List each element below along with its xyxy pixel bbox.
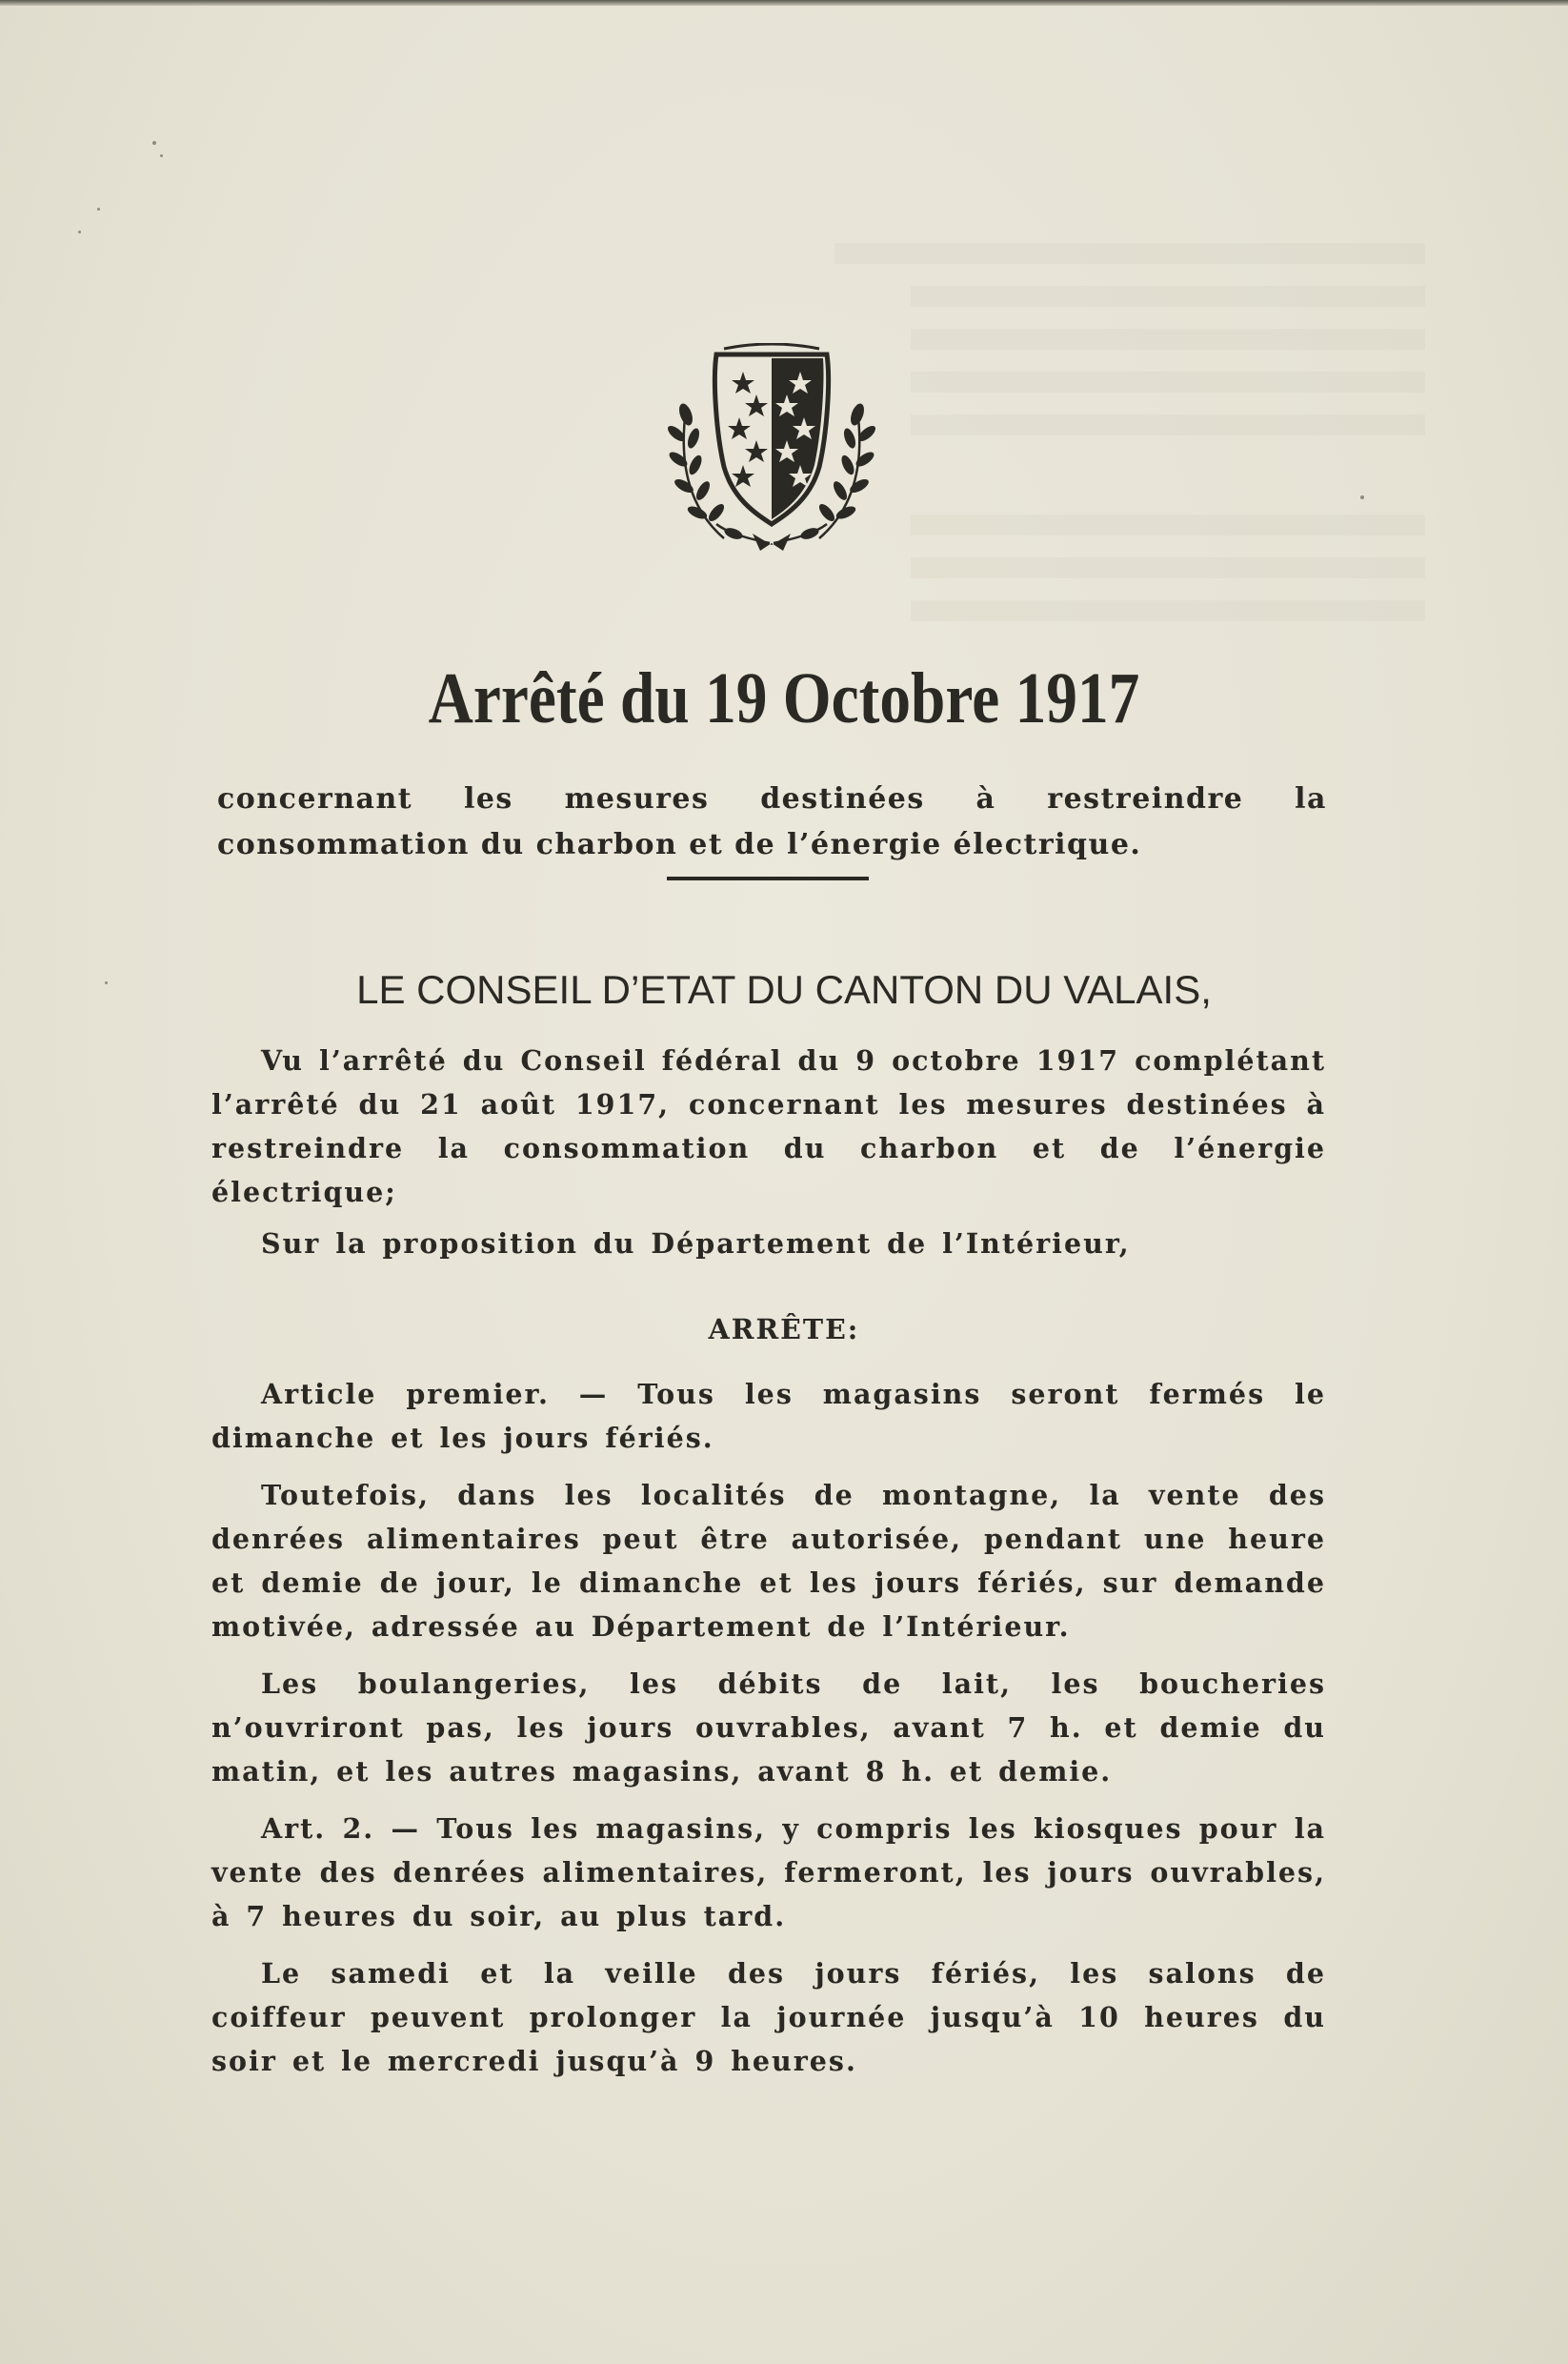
article-paragraph: Article premier. — Tous les magasins seront fermés le dimanche et les jours fériés. xyxy=(211,1378,1326,1454)
preamble xyxy=(211,1039,1326,1265)
preamble-paragraph: Sur la proposition du Département de l’Intérieur, xyxy=(261,1227,1131,1260)
article-paragraph: Toutefois, dans les localités de montagne, la vente des denrées alimentaires peut être autorisée, pendant une heure et demie de jour, le dimanche et les jours fériés, sur demande motivée, adressée au Département de l’Intérieur. xyxy=(211,1479,1326,1643)
valais-coat-of-arms-icon xyxy=(657,343,886,553)
article-paragraph: Art. 2. — Tous les magasins, y compris les kiosques pour la vente des denrées alimentaires, fermeront, les jours ouvrables, à 7 heures du soir, au plus tard. xyxy=(211,1812,1326,1932)
title-divider xyxy=(667,877,869,880)
preamble-paragraph: Vu l’arrêté du Conseil fédéral du 9 octobre 1917 complétant l’arrêté du 21 août 1917, concernant les mesures destinées à restreindre la consommation du charbon et de l’énergie électrique; xyxy=(211,1044,1326,1208)
article-paragraph: Le samedi et la veille des jours fériés, les salons de coiffeur peuvent prolonger la journée jusqu’à 10 heures du soir et le mercredi jusqu’à 9 heures. xyxy=(211,1957,1326,2077)
arrete-heading: ARRÊTE: xyxy=(708,1313,860,1345)
page-title: Arrêté du 19 Octobre 1917 xyxy=(428,658,1140,738)
page-subtitle: concernant les mesures destinées à restreindre la consommation du charbon et de l’énergie électrique. xyxy=(217,782,1327,861)
council-heading: LE CONSEIL D’ETAT DU CANTON DU VALAIS, xyxy=(356,967,1212,1012)
articles xyxy=(211,1372,1326,2083)
article-paragraph: Les boulangeries, les débits de lait, les boucheries n’ouvriront pas, les jours ouvrables, avant 7 h. et demie du matin, et les autres magasins, avant 8 h. et demie. xyxy=(211,1667,1326,1788)
page-top-edge xyxy=(0,0,1568,6)
